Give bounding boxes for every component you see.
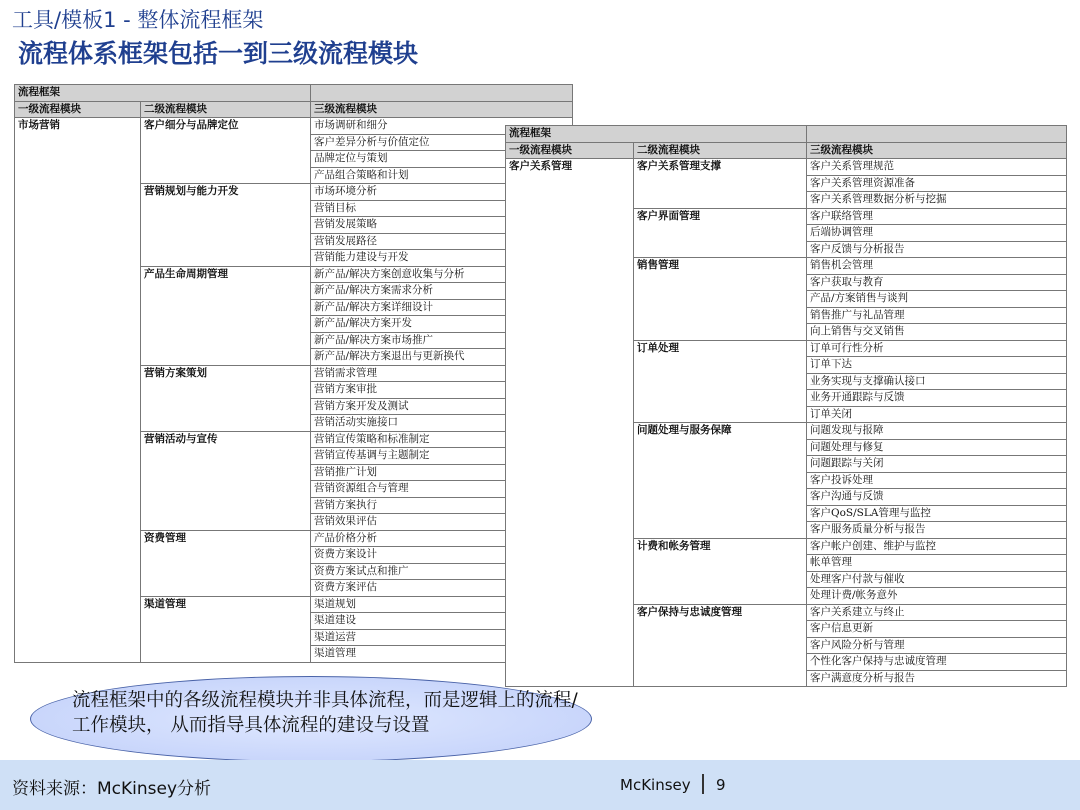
level3-module: 后端协调管理 [807,225,1067,242]
level3-module: 新产品/解决方案详细设计 [311,299,573,316]
level3-module: 问题跟踪与关闭 [807,456,1067,473]
level3-module: 产品/方案销售与谈判 [807,291,1067,308]
level3-module: 渠道管理 [311,646,573,663]
frame-label: 流程框架 [15,85,141,102]
level3-module: 营销能力建设与开发 [311,250,573,267]
level3-module: 客户信息更新 [807,621,1067,638]
frame-empty [634,126,807,143]
level3-module: 客户满意度分析与报告 [807,670,1067,687]
column-header: 二级流程模块 [141,101,311,118]
level3-module: 营销活动实施接口 [311,415,573,432]
level3-module: 销售推广与礼品管理 [807,307,1067,324]
level3-module: 品牌定位与策划 [311,151,573,168]
level3-module: 问题发现与报障 [807,423,1067,440]
level2-module: 客户保持与忠诚度管理 [634,604,807,687]
level2-module: 资费管理 [141,530,311,596]
level2-module: 客户细分与品牌定位 [141,118,311,184]
frame-empty [311,85,573,102]
frame-empty [141,85,311,102]
level3-module: 营销效果评估 [311,514,573,531]
level3-module: 营销目标 [311,200,573,217]
page-subtitle: 工具/模板1 - 整体流程框架 [12,8,264,32]
level3-module: 订单关闭 [807,406,1067,423]
frame-empty [807,126,1067,143]
level3-module: 渠道建设 [311,613,573,630]
level2-module: 销售管理 [634,258,807,341]
level3-module: 渠道运营 [311,629,573,646]
table-row [506,159,1067,176]
level3-module: 帐单管理 [807,555,1067,572]
marketing-process-table [14,84,573,663]
level3-module: 个性化客户保持与忠诚度管理 [807,654,1067,671]
level3-module: 业务开通跟踪与反馈 [807,390,1067,407]
level2-module: 客户界面管理 [634,208,807,258]
level3-module: 客户帐户创建、维护与监控 [807,538,1067,555]
level3-module: 客户获取与教育 [807,274,1067,291]
level3-module: 营销发展路径 [311,233,573,250]
column-header: 一级流程模块 [506,142,634,159]
level3-module: 客户QoS/SLA管理与监控 [807,505,1067,522]
column-header: 三级流程模块 [311,101,573,118]
callout-text: 流程框架中的各级流程模块并非具体流程，而是逻辑上的流程/工作模块， 从而指导具体流程的建设与设置 [72,690,578,736]
level3-module: 营销方案审批 [311,382,573,399]
level3-module: 新产品/解决方案市场推广 [311,332,573,349]
level3-module: 销售机会管理 [807,258,1067,275]
level3-module: 营销需求管理 [311,365,573,382]
level3-module: 资费方案设计 [311,547,573,564]
level3-module: 营销方案执行 [311,497,573,514]
level3-module: 新产品/解决方案创意收集与分析 [311,266,573,283]
level3-module: 新产品/解决方案开发 [311,316,573,333]
level2-module: 营销方案策划 [141,365,311,431]
page-number: 9 [716,776,726,794]
level3-module: 新产品/解决方案退出与更新换代 [311,349,573,366]
level3-module: 新产品/解决方案需求分析 [311,283,573,300]
table-row [15,118,573,135]
level1-module: 客户关系管理 [506,159,634,687]
level3-module: 订单可行性分析 [807,340,1067,357]
frame-row [506,126,1067,143]
level3-module: 营销发展策略 [311,217,573,234]
level3-module: 资费方案试点和推广 [311,563,573,580]
level3-module: 向上销售与交叉销售 [807,324,1067,341]
level3-module: 营销资源组合与管理 [311,481,573,498]
level2-module: 客户关系管理支撑 [634,159,807,209]
level2-module: 计费和帐务管理 [634,538,807,604]
crm-process-table [505,125,1067,687]
level3-module: 客户联络管理 [807,208,1067,225]
level3-module: 客户投诉处理 [807,472,1067,489]
level3-module: 处理计费/帐务意外 [807,588,1067,605]
source-note: 资料来源：McKinsey分析 [12,779,212,799]
marketing-table-body [15,85,573,663]
level3-module: 客户关系管理规范 [807,159,1067,176]
level1-module: 市场营销 [15,118,141,663]
column-header: 二级流程模块 [634,142,807,159]
level3-module: 客户反馈与分析报告 [807,241,1067,258]
level3-module: 客户关系管理数据分析与挖掘 [807,192,1067,209]
level3-module: 业务实现与支撑确认接口 [807,373,1067,390]
column-header: 三级流程模块 [807,142,1067,159]
level3-module: 订单下达 [807,357,1067,374]
level3-module: 市场调研和细分 [311,118,573,135]
level3-module: 产品价格分析 [311,530,573,547]
level3-module: 客户沟通与反馈 [807,489,1067,506]
level2-module: 营销规划与能力开发 [141,184,311,267]
level2-module: 渠道管理 [141,596,311,662]
column-header: 一级流程模块 [15,101,141,118]
level3-module: 客户关系建立与终止 [807,604,1067,621]
level2-module: 问题处理与服务保障 [634,423,807,539]
level3-module: 营销方案开发及测试 [311,398,573,415]
frame-label: 流程框架 [506,126,634,143]
level3-module: 客户服务质量分析与报告 [807,522,1067,539]
page-title: 流程体系框架包括一到三级流程模块 [18,39,419,68]
level3-module: 客户差异分析与价值定位 [311,134,573,151]
level3-module: 处理客户付款与催收 [807,571,1067,588]
level3-module: 客户风险分析与管理 [807,637,1067,654]
level2-module: 产品生命周期管理 [141,266,311,365]
crm-table-body [506,126,1067,687]
level3-module: 市场环境分析 [311,184,573,201]
level3-module: 营销宣传策略和标准制定 [311,431,573,448]
brand-name: McKinsey [620,776,691,794]
level3-module: 问题处理与修复 [807,439,1067,456]
column-header-row [506,142,1067,159]
level3-module: 营销推广计划 [311,464,573,481]
level3-module: 营销宣传基调与主题制定 [311,448,573,465]
column-header-row [15,101,573,118]
footer-separator [702,774,704,794]
level3-module: 渠道规划 [311,596,573,613]
level3-module: 客户关系管理资源准备 [807,175,1067,192]
level3-module: 资费方案评估 [311,580,573,597]
frame-row [15,85,573,102]
level3-module: 产品组合策略和计划 [311,167,573,184]
level2-module: 订单处理 [634,340,807,423]
level2-module: 营销活动与宣传 [141,431,311,530]
